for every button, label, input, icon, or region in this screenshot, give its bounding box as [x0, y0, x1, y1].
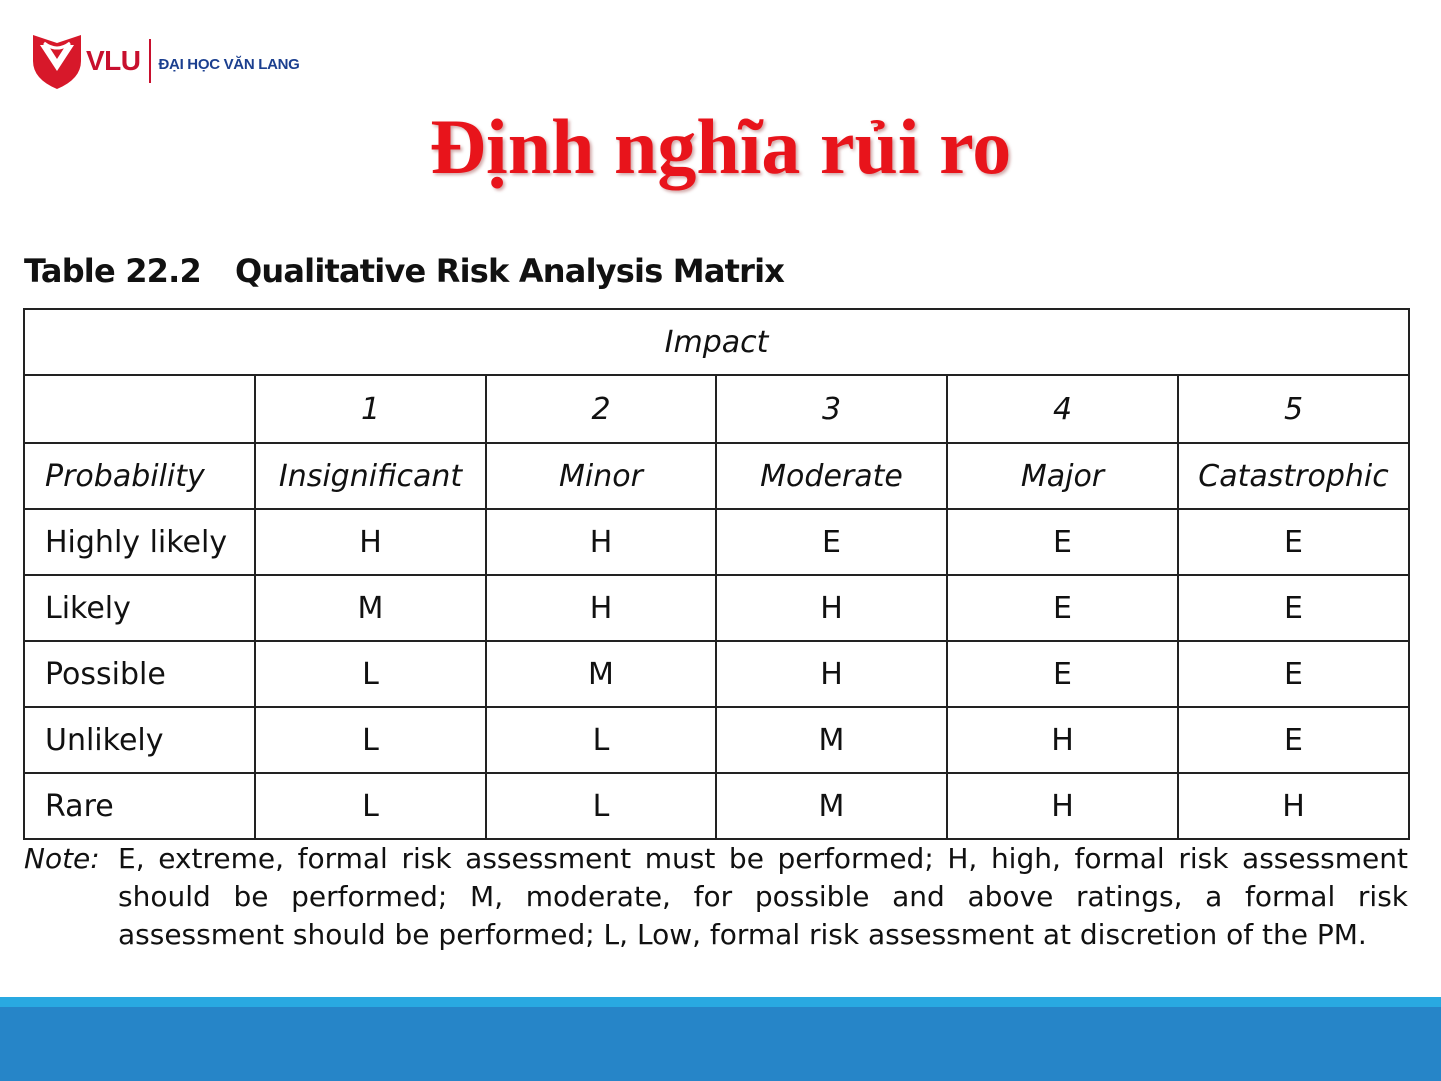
impact-label-cell: Major — [947, 443, 1178, 509]
rating-cell: E — [947, 575, 1178, 641]
rating-cell: L — [255, 707, 486, 773]
rating-cell: M — [716, 707, 947, 773]
footer-accent-strip — [0, 997, 1441, 1007]
impact-label-row — [24, 443, 1409, 509]
rating-cell: M — [486, 641, 716, 707]
table-row — [24, 641, 1409, 707]
probability-cell: Unlikely — [24, 707, 255, 773]
rating-cell: E — [1178, 641, 1409, 707]
empty-corner-cell — [24, 375, 255, 443]
rating-cell: E — [1178, 707, 1409, 773]
impact-label-cell: Insignificant — [255, 443, 486, 509]
note-label: Note: — [24, 842, 100, 875]
rating-cell: H — [486, 509, 716, 575]
rating-cell: L — [486, 707, 716, 773]
probability-header-cell: Probability — [24, 443, 255, 509]
probability-cell: Rare — [24, 773, 255, 839]
rating-cell: H — [255, 509, 486, 575]
table-note — [24, 840, 1408, 954]
table-row — [24, 707, 1409, 773]
rating-cell: H — [486, 575, 716, 641]
vlu-shield-icon — [30, 31, 84, 91]
impact-level-cell: 5 — [1178, 375, 1409, 443]
impact-header-cell: Impact — [24, 309, 1409, 375]
probability-cell: Possible — [24, 641, 255, 707]
slide-title: Định nghĩa rủi ro — [429, 103, 1012, 190]
rating-cell: L — [255, 641, 486, 707]
table-caption-number: Table 22.2 — [24, 252, 201, 290]
impact-level-cell: 2 — [486, 375, 716, 443]
rating-cell: H — [1178, 773, 1409, 839]
rating-cell: H — [716, 575, 947, 641]
risk-matrix-table — [23, 308, 1410, 840]
footer-bar — [0, 1007, 1441, 1081]
table-row — [24, 575, 1409, 641]
rating-cell: L — [486, 773, 716, 839]
rating-cell: E — [947, 509, 1178, 575]
impact-level-cell: 1 — [255, 375, 486, 443]
rating-cell: M — [255, 575, 486, 641]
probability-cell: Highly likely — [24, 509, 255, 575]
rating-cell: E — [947, 641, 1178, 707]
rating-cell: E — [1178, 575, 1409, 641]
rating-cell: H — [947, 707, 1178, 773]
impact-label-cell: Moderate — [716, 443, 947, 509]
rating-cell: L — [255, 773, 486, 839]
rating-cell: M — [716, 773, 947, 839]
university-logo — [30, 30, 300, 92]
impact-level-cell: 3 — [716, 375, 947, 443]
table-caption — [24, 252, 784, 290]
impact-level-row — [24, 375, 1409, 443]
note-text: E, extreme, formal risk assessment must be performed; H, high, formal risk assessment should be performed; M, moderate, for possible and above ratings, a formal risk assessment should be performed; L, Low, formal risk assessment at discretion of the PM. — [118, 842, 1408, 951]
rating-cell: E — [1178, 509, 1409, 575]
impact-label-cell: Catastrophic — [1178, 443, 1409, 509]
rating-cell: H — [947, 773, 1178, 839]
logo-brand-text: VLU — [86, 45, 141, 76]
table-caption-title: Qualitative Risk Analysis Matrix — [234, 252, 785, 290]
table-row — [24, 509, 1409, 575]
logo-divider — [149, 39, 151, 83]
logo-university-name: ĐẠI HỌC VĂN LANG — [158, 55, 300, 73]
impact-level-cell: 4 — [947, 375, 1178, 443]
probability-cell: Likely — [24, 575, 255, 641]
rating-cell: E — [716, 509, 947, 575]
rating-cell: H — [716, 641, 947, 707]
impact-header-row — [24, 309, 1409, 375]
table-row — [24, 773, 1409, 839]
impact-label-cell: Minor — [486, 443, 716, 509]
